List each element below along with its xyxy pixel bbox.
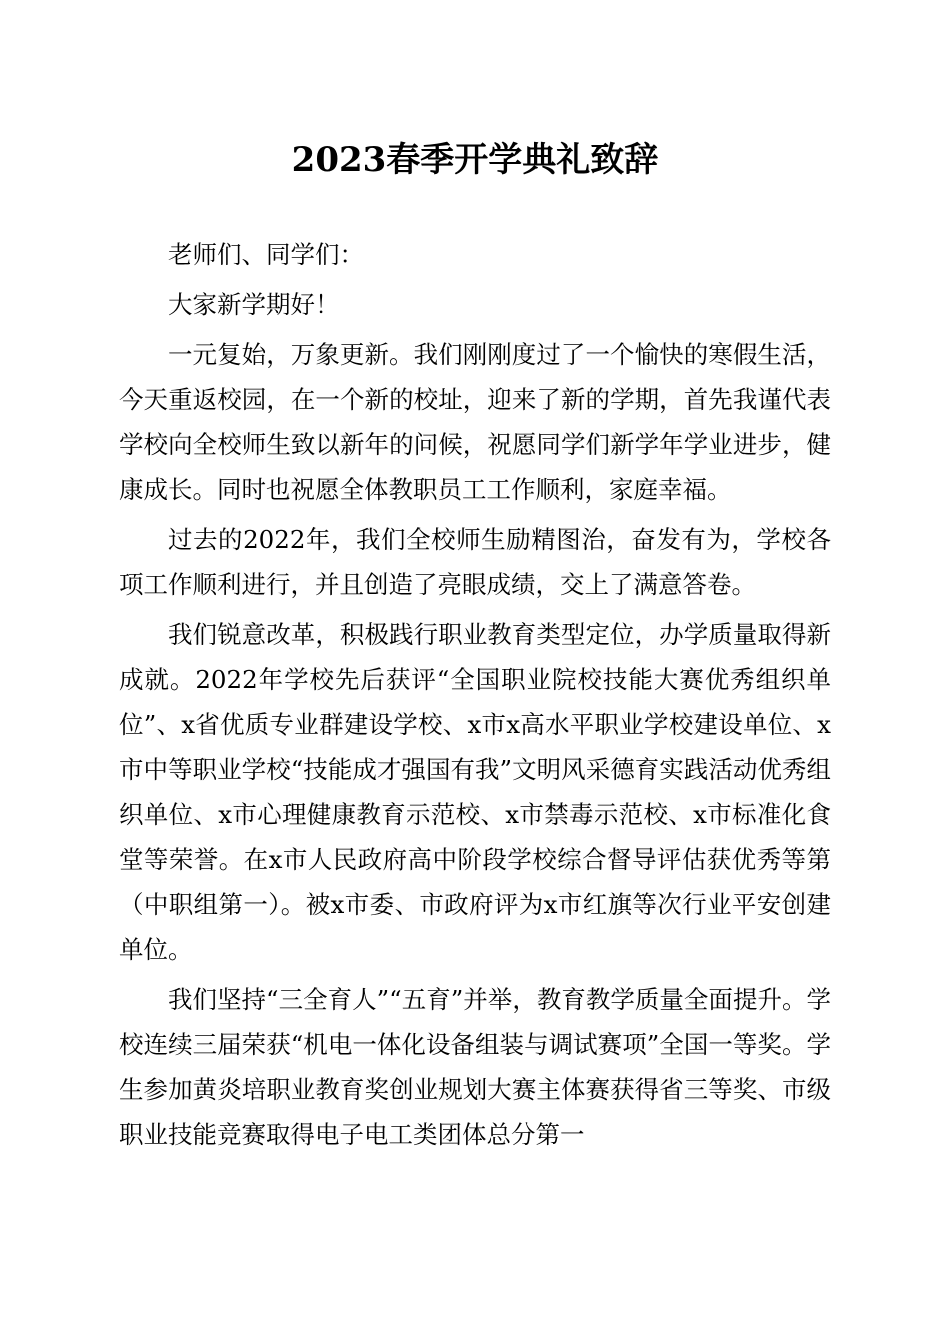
paragraph-new-year: 一元复始，万象更新。我们刚刚度过了一个愉快的寒假生活，今天重返校园，在一个新的校址，迎来了新的学期，首先我谨代表学校向全校师生致以新年的问候，祝愿同学们新学年学业进步，健康成长。同时也祝愿全体教职员工工作顺利，家庭幸福。 <box>119 340 831 504</box>
paragraph-greeting: 大家新学期好！ <box>168 290 340 319</box>
document-title: 2023春季开学典礼致辞 <box>291 140 659 180</box>
document-body <box>119 232 831 1162</box>
paragraph-salutation: 老师们、同学们： <box>168 240 364 269</box>
paragraph-reform: 我们锐意改革，积极践行职业教育类型定位，办学质量取得新成就。2022年学校先后获评“全国职业院校技能大赛优秀组织单位”、x省优质专业群建设学校、x市x高水平职业学校建设单位、x市中等职业学校“技能成才强国有我”文明风采德育实践活动优秀组织单位、x市心理健康教育示范校、x市禁毒示范校、x市标准化食堂等荣誉。在x市人民政府高中阶段学校综合督导评估获优秀等第（中职组第一）。被x市委、市政府评为x市红旗等次行业平安创建单位。 <box>119 620 831 964</box>
paragraph-past-year: 过去的2022年，我们全校师生励精图治，奋发有为，学校各项工作顺利进行，并且创造了亮眼成绩，交上了满意答卷。 <box>119 525 831 599</box>
paragraph-education-quality: 我们坚持“三全育人”“五育”并举，教育教学质量全面提升。学校连续三届荣获“机电一体化设备组装与调试赛项”全国一等奖。学生参加黄炎培职业教育奖创业规划大赛主体赛获得省三等奖、市级职业技能竞赛取得电子电工类团体总分第一 <box>119 985 831 1149</box>
